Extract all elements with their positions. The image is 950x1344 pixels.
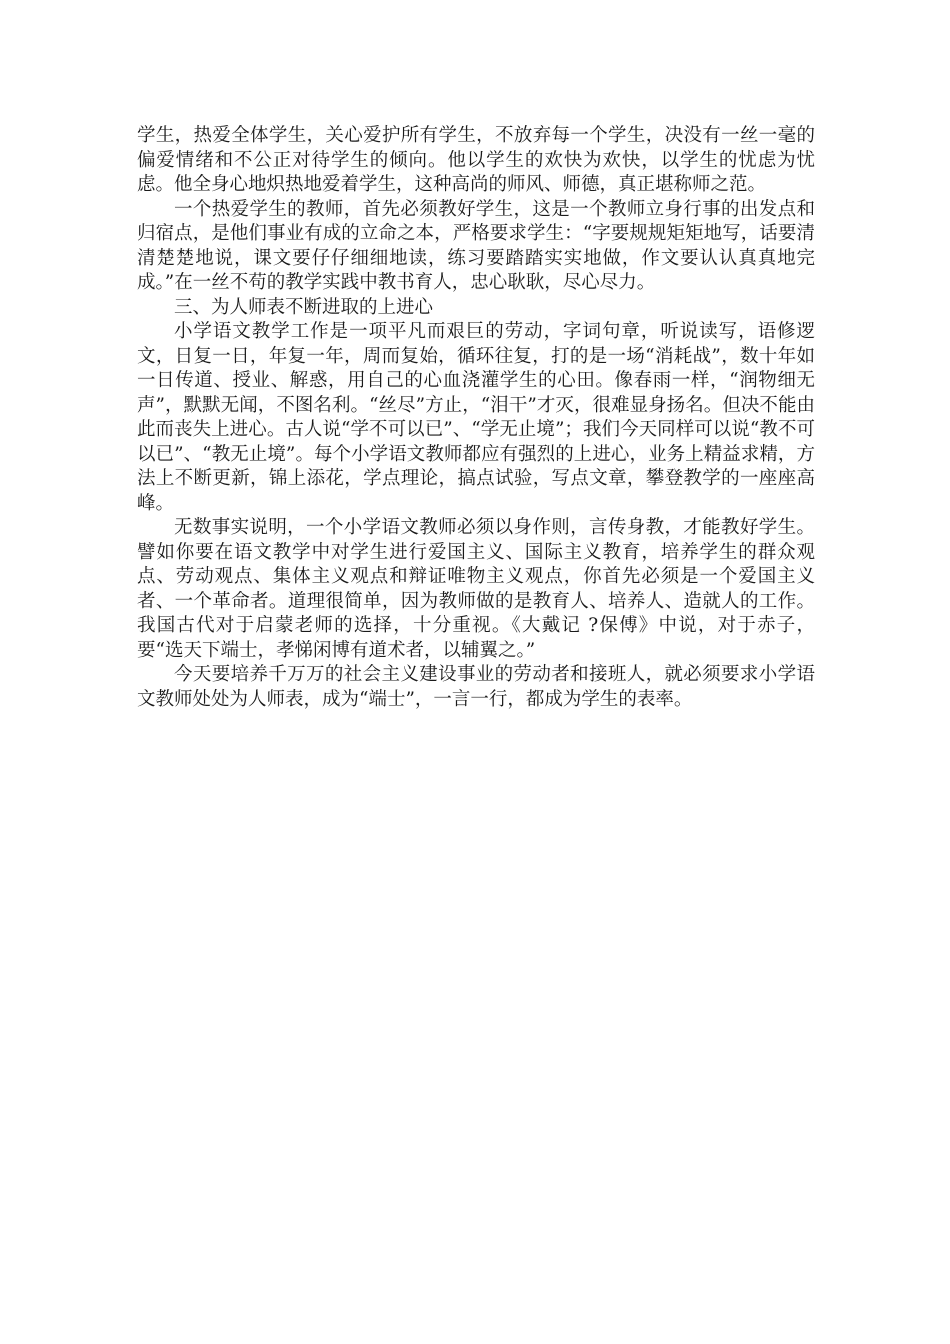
paragraph-5: 今天要培养千万万的社会主义建设事业的劳动者和接班人，就必须要求小学语文教师处处为人师表，成为“端士”，一言一行，都成为学生的表率。: [137, 664, 815, 710]
section-heading: 三、为人师表不断进取的上进心: [174, 296, 434, 318]
paragraph-2: 一个热爱学生的教师，首先必须教好学生，这是一个教师立身行事的出发点和归宿点，是他们事业有成的立命之本，严格要求学生：“字要规规矩矩地写，话要清清楚楚地说，课文要仔仔细细地读，练习要踏踏实实地做，作文要认认真真地完成。”在一丝不苟的教学实践中教书育人，忠心耿耿，尽心尽力。: [137, 198, 815, 293]
paragraph-1: 学生，热爱全体学生，关心爱护所有学生，不放弃每一个学生，决没有一丝一毫的偏爱情绪和不公正对待学生的倾向。他以学生的欢快为欢快，以学生的忧虑为忧虑。他全身心地炽热地爱着学生，这种高尚的师风、师德，真正堪称师之范。: [137, 125, 815, 195]
paragraph-4: 无数事实说明，一个小学语文教师必须以身作则，言传身教，才能教好学生。譬如你要在语文教学中对学生进行爱国主义、国际主义教育，培养学生的群众观点、劳动观点、集体主义观点和辩证唯物主义观点，你首先必须是一个爱国主义者、一个革命者。道理很简单，因为教师做的是教育人、培养人、造就人的工作。我国古代对于启蒙老师的选择，十分重视。《大戴记 ?保傅》中说，对于赤子，要“选天下端士，孝悌闲博有道术者，以辅翼之。”: [137, 517, 815, 661]
paragraph-3: 小学语文教学工作是一项平凡而艰巨的劳动，字词句章，听说读写，语修逻文，日复一日，年复一年，周而复始，循环往复，打的是一场“消耗战”，数十年如一日传道、授业、解惑，用自己的心血浇灌学生的心田。像春雨一样，“润物细无声”，默默无闻，不图名利。“丝尽”方止，“泪干”才灭，很难显身扬名。但决不能由此而丧失上进心。古人说“学不可以已”、“学无止境”；我们今天同样可以说“教不可以已”、“教无止境”。每个小学语文教师都应有强烈的上进心，业务上精益求精，方法上不断更新，锦上添花，学点理论，搞点试验，写点文章，攀登教学的一座座高峰。: [137, 321, 815, 514]
document-body: [137, 124, 815, 712]
